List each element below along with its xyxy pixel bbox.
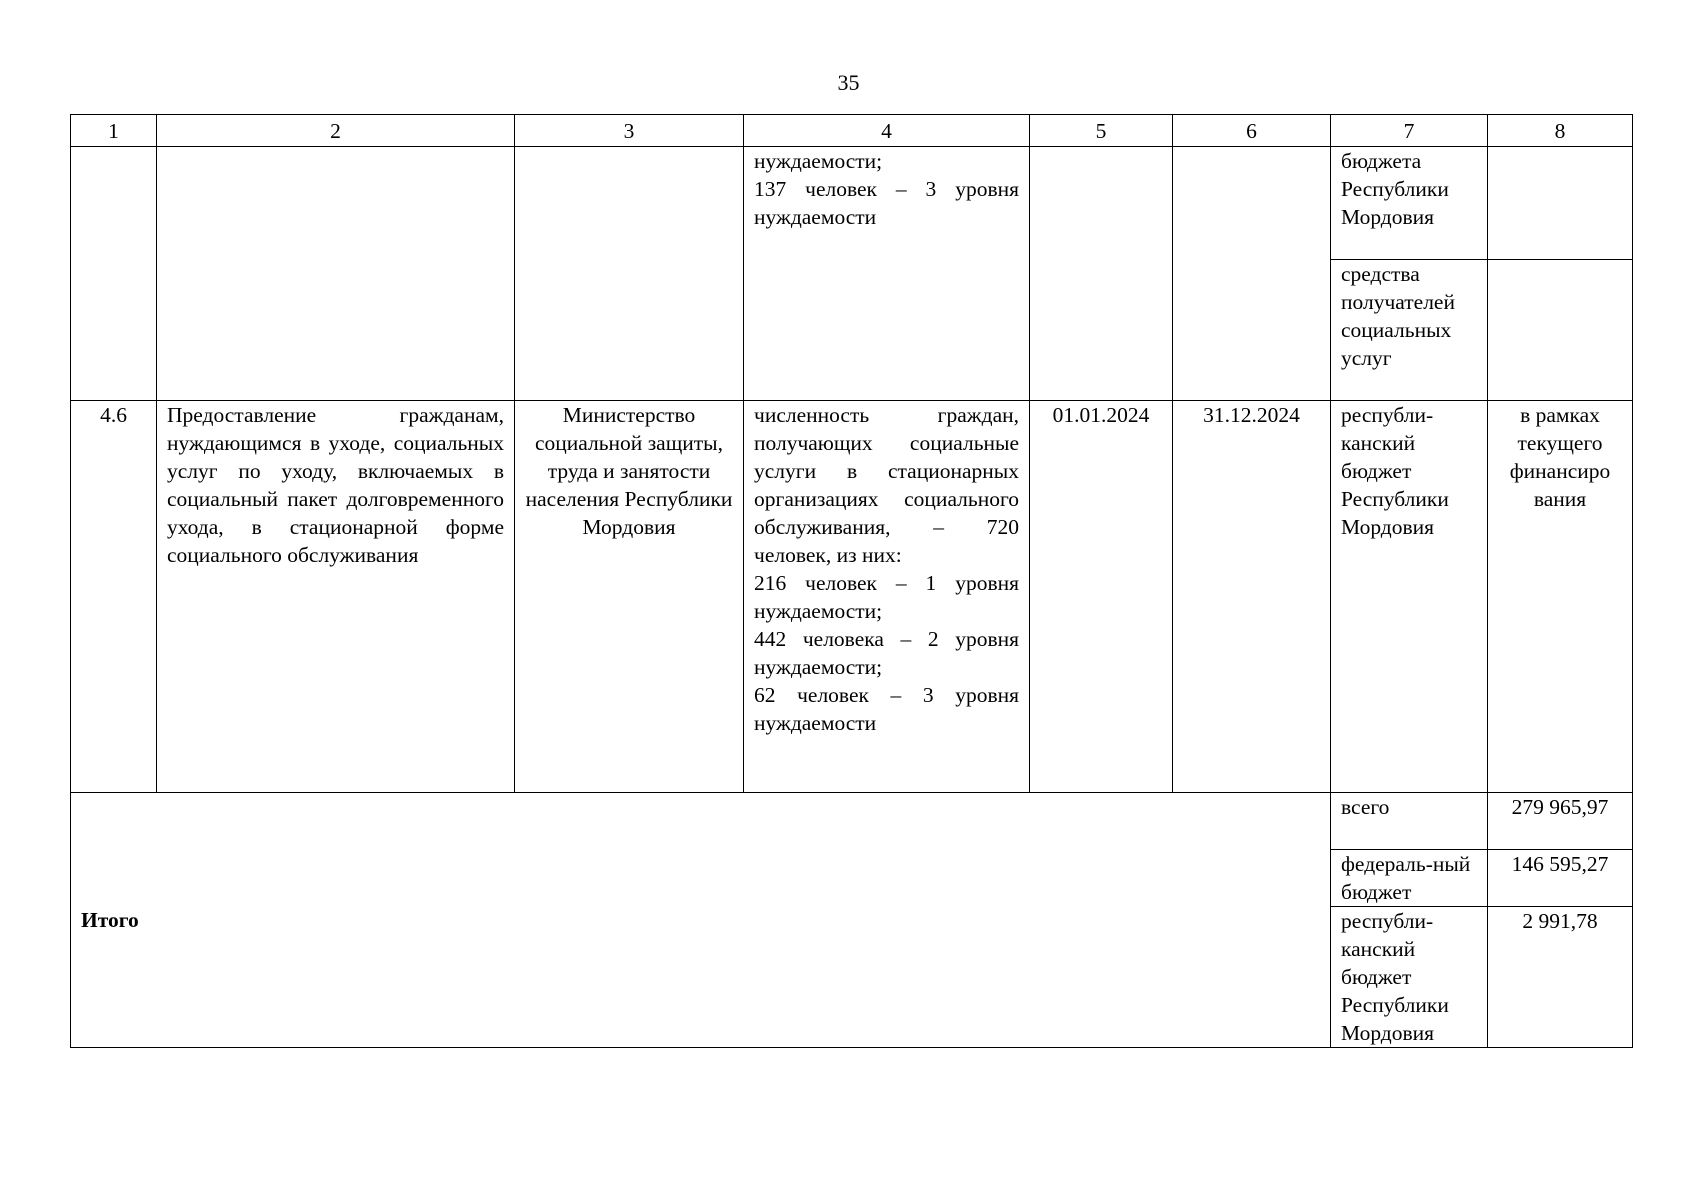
row-funding-source: республи-канский бюджет Республики Мордовия <box>1331 401 1488 793</box>
cont-num-cell <box>71 147 157 401</box>
header-cell: 4 <box>744 115 1030 147</box>
total-row <box>71 793 1633 850</box>
cont-amount-cell <box>1488 147 1633 260</box>
row-executor: Министерство социальной защиты, труда и занятости населения Республики Мордовия <box>515 401 744 793</box>
total-amount: 279 965,97 <box>1488 793 1633 850</box>
row-start-date: 01.01.2024 <box>1030 401 1173 793</box>
cont-source-cell: бюджета Республики Мордовия <box>1331 147 1488 260</box>
total-amount: 146 595,27 <box>1488 850 1633 907</box>
table-row-4-6 <box>71 401 1633 793</box>
cont-start-cell <box>1030 147 1173 401</box>
row-number: 4.6 <box>71 401 157 793</box>
header-cell: 5 <box>1030 115 1173 147</box>
continuation-row <box>71 147 1633 260</box>
page-number: 35 <box>837 70 860 95</box>
total-label: Итого <box>71 793 1331 1048</box>
cont-executor-cell <box>515 147 744 401</box>
header-cell: 3 <box>515 115 744 147</box>
cont-source-cell: средства получателей социальных услуг <box>1331 260 1488 401</box>
header-cell: 2 <box>157 115 515 147</box>
total-source: федераль-ный бюджет <box>1331 850 1488 907</box>
row-name: Предоставление гражданам, нуждающимся в уходе, социальных услуг по уходу, включаемых в социальный пакет долговременного ухода, в стационарной форме социального обслуживания <box>157 401 515 793</box>
header-row <box>71 115 1633 147</box>
header-cell: 7 <box>1331 115 1488 147</box>
program-table <box>70 114 1633 1048</box>
total-source: всего <box>1331 793 1488 850</box>
row-amount: в рамках текущего финансиро вания <box>1488 401 1633 793</box>
cont-end-cell <box>1173 147 1331 401</box>
row-indicator: численность граждан, получающих социальные услуги в стационарных организациях социального обслуживания, – 720 человек, из них: 216 человек – 1 уровня нуждаемости; 442 человека – 2 уровня нуждаемости; 62 человек – 3 уровня нуждаемости <box>744 401 1030 793</box>
cont-amount-cell <box>1488 260 1633 401</box>
header-cell: 6 <box>1173 115 1331 147</box>
total-amount: 2 991,78 <box>1488 907 1633 1048</box>
cont-name-cell <box>157 147 515 401</box>
total-source: республи-канский бюджет Республики Мордовия <box>1331 907 1488 1048</box>
row-end-date: 31.12.2024 <box>1173 401 1331 793</box>
header-cell: 8 <box>1488 115 1633 147</box>
header-cell: 1 <box>71 115 157 147</box>
cont-indicator-cell: нуждаемости; 137 человек – 3 уровня нуждаемости <box>744 147 1030 401</box>
